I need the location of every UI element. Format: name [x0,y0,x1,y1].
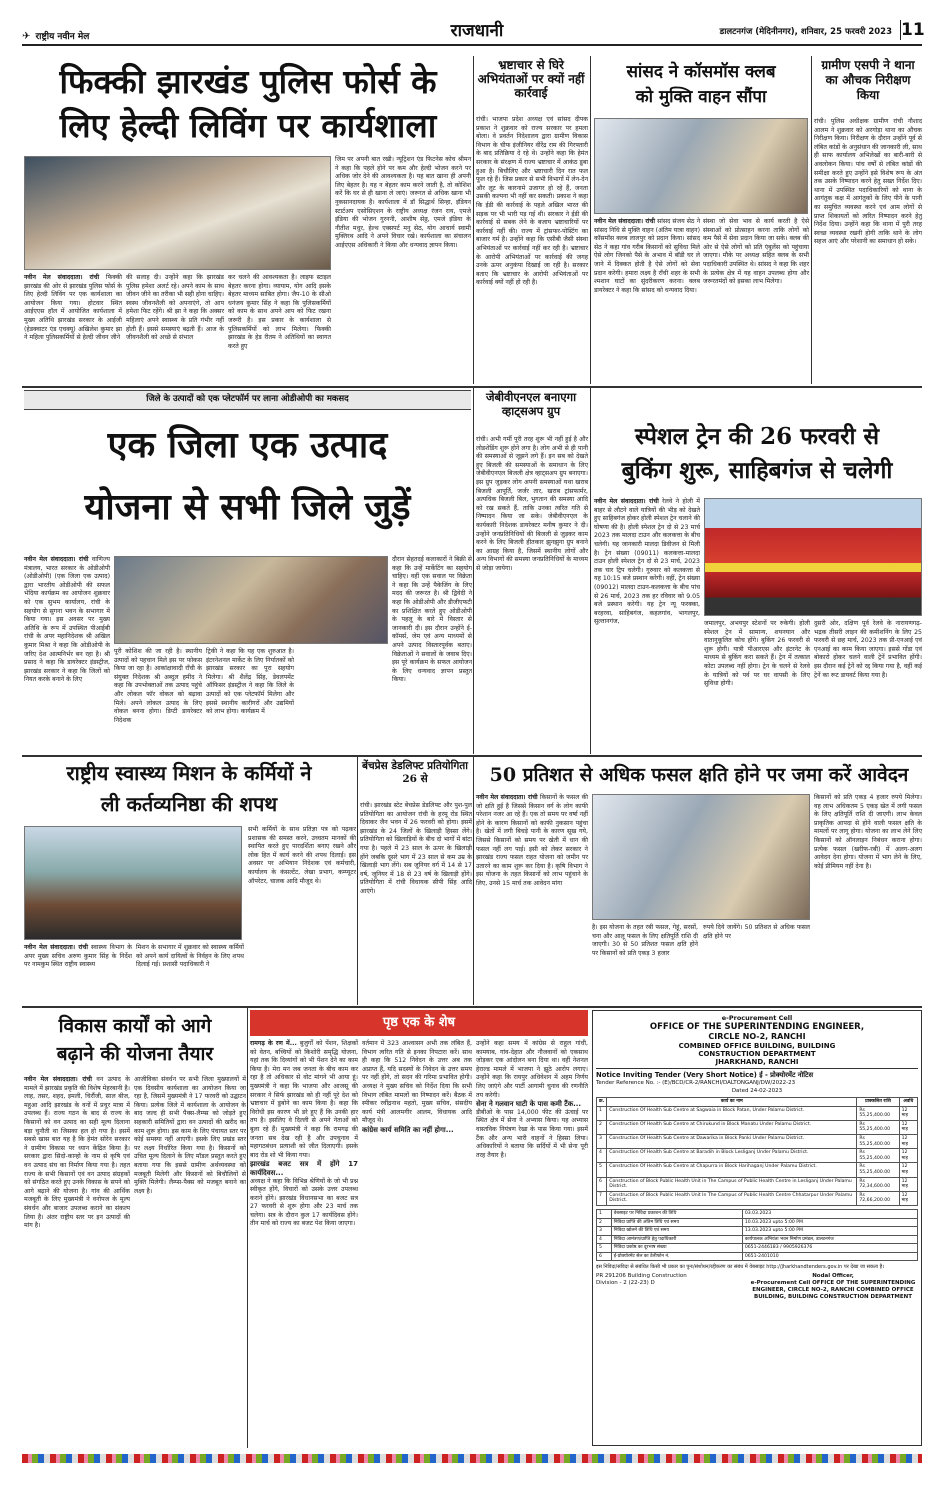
tender-date-cell: 3 [597,1227,612,1236]
page-header [22,18,925,46]
crop-body-4: किसानों को प्रति एकड़ 4 हजार रुपये मिलेगा। वह लाभ अधिकतम 5 एकड़ खेत में लगी फसल के लिए क्षतिपूर्ति राशि दी जाएगी। लाभ केवल प्राकृतिक आपदा से होने वाली फसल क्षति के मामलों पर लागू होगा। योजना का लाभ लेने लिए किसानों को ऑनलाइन निबंधन कराना होगा। प्रत्येक फसल (खरीफ-रबी) में अलग-अलग आवेदन देना होगा। योजना में भाग लेने के लिए, कोई प्रीमियम नहीं देना है। [814,794,922,870]
tender-cell: 2 [597,1120,607,1134]
tender-date-cell: 5 [597,1244,612,1253]
tender-cell: 3 [597,1134,607,1148]
nhm-body-1: स्वास्थ्य विभाग के अपर मुख्य सचिव अरुण कुमार सिंह के निर्देश पर नामकुम स्थित राष्ट्रीय स्वास्थ्य [24,944,133,969]
ficci-workshop-photo [24,156,331,270]
ficci-dateline: नवीन मेल संवाददाता। रांची [24,274,100,281]
shesh-col-2 [362,1040,472,1446]
tender-works-table [596,1097,918,1206]
tender-cell: Rs 55,25,400.00 [857,1134,899,1148]
odop-headline-line-2: योजना से सभी जिले जुड़ें [84,486,411,528]
sp-headline: ग्रामीण एसपी ने थाना का औचक निरीक्षण किया [821,58,915,102]
tender-column-header: प्राक्कलित राशि [857,1098,899,1107]
tender-cell: Rs 72,34,600.00 [857,1177,899,1191]
tender-notice [592,1010,922,1446]
tender-date-row [597,1209,918,1218]
shesh-banner-text: पृष्ठ एक के शेष [382,1015,456,1030]
train-photo [704,498,922,616]
nhm-col-1 [24,944,132,1004]
nhm-headline-line-2: ली कर्तव्यनिष्ठा की शपथ [100,792,278,816]
column-rule [247,1008,248,1448]
tender-date-cell: 1 [597,1209,612,1218]
odop-dateline: नवीन मेल संवाददाता। रांची [24,556,89,563]
ficci-body-4-text: जिम पर अपनी बात रखी। न्यूट्रिशन एंड फिटनेस कोच श्रीमन ने कहा कि पहले होने पर कम और हेल्दी भोजन करने पर अधिक जोर देने की आवश्यकता है। यह बात खाना ही अपनी लिए बेहतर है। यह न बेहतर काम करने जाती है, तो कोशिश करें कि घर से ही खाना ले जाएं। जरूरत से अधिक खाना भी नुकसानदायक है। कार्यशाला में डॉ सिद्धार्थ सिन्हा, इंडियन स्टार्टअप एसोसिएशन के राष्ट्रीय अध्यक्ष रंजन राय, एमजे इंडिया की भोजन गुरननी, आशीष सेठ्ठ, एमजे इंडिया के नीतीश मधुर, हेल्थ एक्सपर्ट मनु सेठ, योग आचार्य स्वामी मुक्तिरथ आदि ने अपने विचार रखे। कार्यशाला का संचालन आईएएस अधिकारी ने किया और धन्यवाद ज्ञापन किया। [335,156,471,249]
tender-date-row [597,1227,918,1236]
odop-event-photo [114,556,388,644]
nhm-headline-line-1: राष्ट्रीय स्वास्थ्य मिशन के कर्मियों ने [66,761,312,785]
tender-cell: 12 माह [899,1106,917,1120]
tender-ref: Tender Reference No. :- (E)/BCD/CR-2/RANCHI/DALTONGANJ/DW/2022-23 [596,1080,796,1086]
tender-cell: e-Procurement Cell [721,1014,793,1022]
tender-row [597,1191,918,1205]
deadlift-body: रांची। झारखंड स्टेट बेंचप्रेस डेडलिफ्ट और पुश-पुल प्रतियोगिता का आयोजन रांची के हरमू रोड स्थित दिवाकर जैन भवन में 26 फरवरी को होगा। इसमें झारखंड के 24 जिलों के खिलाड़ी हिस्सा लेंगे। प्रतियोगिता को खिलाड़ियों के बीच दो भागों में बांटा गया है। पहले में 23 साल के ऊपर के खिलाड़ी होंगे जबकि दूसरे भाग में 23 साल से कम उम्र के खिलाड़ी भाग लेंगे। सब जूनियर वर्ग में 14 से 17 वर्ष, जूनियर में 18 से 23 वर्ष के खिलाड़ी होंगे। प्रतियोगिता में रांची विधायक सीपी सिंह आदि आएंगे। [360,802,473,895]
section-rule [22,755,922,757]
crop-col-4 [814,794,922,1004]
nhm-dateline: नवीन मेल संवाददाता। रांची [24,944,88,951]
bhrashtachar-body: रांची। भाजपा प्रदेश अध्यक्ष एवं सांसद दीपक प्रकाश ने शुक्रवार को राज्य सरकार पर हमला बोला। वे प्रवर्तन निदेशालय द्वारा ग्रामीण विकास विभाग के चीफ इंजीनियर वीरेंद्र राम की गिरफ्तारी के बाद प्रतिक्रिया दे रहे थे। उन्होंने कहा कि हेमंत सरकार के संरक्षण में राज्य भ्रष्टाचार में आकंठ डूबा हुआ है। बिचौलिए और भ्रष्टाचारी दिन रात फल फूल रहे हैं। जिस प्रकार से सभी विभागों में लेन-देन और लूट के कारनामे उजागर हो रहे हैं, जनता उसकी कल्पना भी नहीं कर सकती। प्रकाश ने कहा कि ईडी की कार्रवाई के पहले अखिल भारत की सड़क पर भी भारी पड़ गई थी। सरकार ने ईडी की कार्रवाई से सबक लेने के बजाय भ्रष्टाचारियों पर कार्रवाई नहीं की। राज्य में ट्रांसफर-पोस्टिंग का बाजार गर्म है। उन्होंने कहा कि एसीबी जैसी संस्था अभियंताओं पर कार्रवाई नहीं कर रही है। भ्रष्टाचार के आरोपी अभियंताओं पर कार्रवाई की जगह उनके ऊपर अनुकंपा दिखाई जा रही है। सरकार बताए कि भ्रष्टाचार के आरोपी अभियंताओं पर कार्रवाई क्यों नहीं हो रही है। [476,116,588,287]
train-body-3: दुसरी ओर, दक्षिण पूर्व रेलवे के नारायणगढ़-भद्रक तीसरी लाइन की कमीशनिंग के लिए 25 फरवरी से छह मार्च, 2023 तक प्री-एनआई एवं एनआई का काम किया जाएगा। इससे गोंडा एवं बोकारो होकर चलने वाली ट्रेनें प्रभावित होंगी। इस दौरान कई ट्रेनें को रद्द किया गया है, वहीं कई ट्रेनें का रूट डायवर्ट किया गया है। [814,620,922,679]
shesh-col2-body: वर्तमान में 323 आश्वासन अभी तक लंबित हैं, विभाग त्वरित गति से इनका निपटारा करें। साथ ही कहा कि 512 निवेदन के उत्तर अब तक अप्राप्त हैं, यदि सदस्यों के निवेदन के उत्तर समय पर नहीं होंगे, तो सदन की गरिमा प्रभावित होगी। अध्यक्ष ने मुख्य सचिव को निर्देश दिया कि सभी विभाग लंबित मामलों का निष्पादन करें। बैठक में स्पीकर रवींद्रनाथ महतो, मुख्य सचिव, संसदीय कार्य मंत्री आलमगीर आलम, विधायक आदि मौजूद थे। [362,1040,472,1125]
tender-row [597,1120,918,1134]
vikas-headline-line-1: विकास कार्यों को आगे [58,1015,212,1037]
tender-dept: CONSTRUCTION DEPARTMENT [698,1050,816,1058]
tender-date-cell: वेबसाइट पर निविदा प्रकाशन की तिथि [611,1209,742,1218]
vikas-headline-line-2: बढ़ाने की योजना तैयार [56,1043,214,1065]
tender-cell: Construction of Block Public Health Unit In The Campus of Public Health Centre Chhatarpur Under Palamu District. [607,1191,857,1205]
tender-column-header: कार्य का नाम [607,1098,857,1107]
sansad-photo [594,118,808,214]
ficci-body-1: फिक्की झारखंड की ओर से झारखंड पुलिस फोर्स के लिए हेल्दी लिविंग पर एक कार्यशाला का आयोजन किया गया। होटवार स्थित आईएएस हॉल में आयोजित कार्यशाला में मुख्य अतिथि झारखंड सरकार के आईजी (हेडक्वाटर एंड एचक्यू) अखिलेश कुमार झा ने महिला पुलिसकर्मियों से हेल्दी जीवन जीने [24,274,122,342]
shesh-col1-body-2: अध्यक्ष ने कहा कि विभिन्न श्रेणियों के जो भी प्रश्न स्वीकृत होंगे, विचारों को उसके उत्तर उपलब्ध कराने होंगे। झारखंड विधानसभा का बजट सत्र 27 फरवरी से शुरू होगा और 23 मार्च तक चलेगा। सत्र के दौरान कुल 17 कार्यदिवस होंगे। तीन मार्च को राज्य का बजट पेश किया जाएगा। [250,1177,358,1228]
section-rule [22,1006,922,1008]
odop-body-3: ट्रिकी ने कहा कि यह एक शुरुआत है। इंटरनेशनल मार्केट के लिए निर्यातकों को झारखंड सरकार का पूरा सहयोग मिलेगा। श्री शैलेंद्र सिंह, डेवलपमेंट ऑफिसर इंडस्ट्रीज ने कहा कि जिले के उत्पादों को एक प्लेटफॉर्म मिलेगा और इससे स्थानीय कारीगरों और उद्यमियों को लाभ होगा। कार्यक्रम में [206,648,294,716]
odop-body-2: पूरी कोशिश की जा रही है। स्थानीय उत्पादों को पहचान मिले इस पर फोकस किया जा रहा है। आकांक्षावादी राँची के संयुक्त निदेशक श्री अब्दुल हमीद ने कहा कि उपभोक्ताओं तक उत्पाद पहुंचे और लोकल फॉर वोकल को बढ़ावा मिले। अपने लोकल उत्पाद के लिए वोकल बनना होगा। डिप्टी डायरेक्टर निदेशक [114,648,202,724]
tender-date-cell: 4 [597,1235,612,1244]
train-dateline: नवीन मेल संवाददाता। रांची [594,498,659,505]
sansad-col-2 [703,218,809,384]
masthead: राष्ट्रीय नवीन मेल [35,32,90,42]
jbvnl-body: रांची। अभी गर्मी पूरी तरह शुरू भी नहीं हुई है और लोडशेडिंग शुरू होने लगा है। लोग अभी से ही पानी की समस्याओं से जूझने लगे हैं। इन सब को देखते हुए बिजली की समस्याओं के समाधान के लिए जेबीवीएनएल बिजली क्षेत्र व्हाट्सअप ग्रुप बनाएगा। इस ग्रुप जुड़कर लोग अपनी समस्याओं यथा खराब बिजली आपूर्ति, जर्जर तार, खराब ट्रांसफार्मर, अत्यधिक बिजली बिल, भुगतान की समस्या आदि को रख सकते हैं, ताकि उनका त्वरित गति से निष्पादन किया जा सके। जेबीवीएनएल के कार्यकारी निदेशक डायरेक्टर मनीष कुमार ने दी। उन्होंने जनप्रतिनिधियों की बिजली से जुड़कर काम करने के लिए बिजली हीतकार झुनझुना ग्रुप बनाने का आग्रह किया है, जिसमें स्थानीय लोगों और अन्य विभागों की समस्या जनप्रतिनिधियों के माध्यम से जोड़ा जायेगा। [476,436,588,572]
odop-col-1 [24,556,110,752]
tender-cell: 4 [597,1149,607,1163]
crop-body-1: किसानों के फसल की जो क्षति हुई है जिससे किसान वर्ग के लोग काफी परेशान नजर आ रहे हैं। एक तो समय पर वर्षा नहीं होने के कारण किसानों को काफी नुकसान पहुंचा है। खेतों में लगी बिचड़े पानी के कारण सूख गये, जिससे किसानों को समय पर खेती में धान की फसल नहीं लग पाई। इसी को लेकर सरकार ने झारखंड राज्य फसल राहत योजना को जमीन पर उतारने का काम शुरू कर दिया है। कृषि विभाग ने इस योजना के तहत किसानों को लाभ पहुंचाने के लिए, उनसे 15 मार्च तक आवेदन मांगा [476,794,589,887]
tender-date-cell: निविदा प्रकोष्ठ का दूरभाष संख्या [611,1244,742,1253]
train-headline-line-1: स्पेशल ट्रेन की 26 फरवरी से [634,423,880,450]
ficci-body-4 [335,156,471,383]
tender-date-cell: 0651-2446183 / 9905926376 [742,1244,917,1253]
vikas-headline [24,1012,246,1072]
shesh-col3-body-2: डीबीओ के पास 14,000 फीट की ऊंचाई पर स्थित क्षेत्र में सेना ने अभ्यास किया। यह अभ्यास वास्तविक नियंत्रण रेखा के पास किया गया। इसमें टैंक और अन्य भारी वाहनों ने हिस्सा लिया। अधिकारियों ने बताया कि सर्दियों में भी सेना पूरी तरह तैयार है। [476,1108,588,1159]
tender-cell: Construction Of Health Sub Centre at Baradih in Block Lesliganj Under Palamu District. [607,1149,857,1163]
column-rule [473,56,474,384]
tender-cell: Rs 55,25,400.00 [857,1163,899,1177]
section-rule [22,386,922,388]
column-rule [473,757,474,1005]
shesh-banner [250,1010,588,1036]
tender-date-cell: 03.03.2023 [742,1209,917,1218]
odop-col-4 [392,556,472,752]
train-headline [592,420,922,492]
ficci-headline [24,60,472,152]
tender-date-cell: निविदा आमंत्रण/प्राप्ति हेतु पदाधिकारी [611,1235,742,1244]
train-col-2 [704,620,810,752]
registration-color-bar [22,1454,922,1463]
crop-body-3: रुपये दिये जायेंगे। 50 प्रतिशत से अधिक फसल क्षति होने पर [703,924,810,940]
jbvnl-headline: जेबीवीएनएल बनाएगा व्हाट्सअप ग्रुप [485,390,577,418]
tender-cell: 5 [597,1163,607,1177]
sansad-body-1: सांसद संजय सेठ ने सांसद निधि से मुक्ति वाहन (अंतिम यात्रा वाहन) कॉसमॉस क्लब लालपुर को प्रदान किया। सांसद सेठ ने कहा गांव गरीब किसानों को सुविधा मिले ऐसे लोग जिनको पैसे के अभाव में बॉडी घर ले जाने में दिक्कत होती है ऐसे लोगों को सेवा प्रदान करेगी। हमारा लक्ष्य है राँची शहर के सभी श्मशान घाटों का सुंदरीकरण करना। क्लब डायरेक्टर ने कहा कि सांसद को धन्यवाद दिया। [594,218,700,294]
vikas-body-2: आजीविका संवर्धन पर सभी जिला मुख्यालयों में एक दिवसीय कार्यशाला का आयोजन किया जा रहा है, जिसमें मुख्यमंत्री ने 17 फरवरी को उद्घाटन किया। प्रत्येक जिले में कार्यशाला के आयोजन के बाद जल्द ही सभी पैक्स-लैम्प्स को जोड़ते हुए सहकारी समितियों द्वारा वन उत्पादों की खरीद का काम शुरू होगा। इस काम के लिए पंचायत स्तर पर कोई समस्या नहीं आएगी। इसके लिए प्रखंड स्तर पर लक्ष्य निर्धारित किया गया है। किसानों को उचित मूल्य दिलाने के लिए मॉडल प्रस्तुत करते हुए बताया गया कि इससे ग्रामीण अर्थव्यवस्था को मजबूती मिलेगी और किसानों को बिचौलियों से मुक्ति मिलेगी। लैम्प्स-पैक्स को मजबूत बनाने का लक्ष्य है। [134,1076,246,1195]
tender-nodal: Nodal Officer, [812,1272,854,1279]
train-headline-line-2: बुकिंग शुरू, साहिबगंज से चलेगी [621,457,893,484]
sansad-headline-line-2: को मुक्ति वाहन सौंपा [635,87,767,107]
tender-row [597,1163,918,1177]
tender-cell: 12 माह [899,1163,917,1177]
train-body-1: रेलवे ने होली में बाहर से लौटने वाले यात्रियों की भीड़ को देखते हुए साहिबगंज होकर होली स्पेशल ट्रेन चलाने की घोषणा की है। होली स्पेशल ट्रेन दो से 23 मार्च 2023 तक मालदा टाउन और कलकत्ता के बीच चलेगी। यह जानकारी मालदा डिवीजन से मिली है। ट्रेन संख्या (09011) कलकत्ता-मालदा टाउन होली स्पेशल ट्रेन दो से 23 मार्च, 2023 तक चार ट्रिप चलेगी। गुरुवार को कलकत्ता से यह 10:15 बजे प्रस्थान करेगी। वहीं, ट्रेन संख्या (09012) मालदा टाउन-कलकत्ता के बीच पांच से 26 मार्च, 2023 तक हर रविवार को 9.05 बजे प्रस्थान करेगी। यह ट्रेन न्यू फरक्का, बरहरवा, साहिबगंज, कहलगांव, भागलपुर, सुल्तानगंज, [594,498,701,626]
nhm-body-2: मिशन के सभागार में शुक्रवार को स्वास्थ्य कर्मियों को अपने कार्य दायित्वों के निर्वहन के लिए शपथ दिलाई गई। प्रशासी पदाधिकारी ने [136,944,244,969]
bhrashtachar-headline: भ्रष्टाचार से घिरे अभियंताओं पर क्यों नहीं कार्रवाई [477,58,585,100]
tender-date-cell: 0651-2401010 [742,1252,917,1261]
tender-date-row [597,1244,918,1253]
shesh-col1-body: बुजुर्गों को पेंशन, शिक्षकों को वेतन, बच्चियों को किशोरी समृद्धि योजना, यहां तक कि दिव्यांगों को भी पेंशन देने का काम किया है। मेरा मन जब जनता के बीच काम कर रहा है तो अधिकार से वोट मांगने भी आया हूं। मुख्यमंत्री ने कहा कि भाजपा और आजसू की सरकार ने सिर्फ झारखंड को ही नहीं पूरे देश को भ्रष्टाचार में डुबोने का काम किया है। कहा कि विरोधी इस कारण भी डरे हुए हैं कि उनकी हार तय है। इसलिए वे दिल्ली से अपने नेताओं को बुला रहे हैं। मुख्यमंत्री ने कहा कि रामगढ़ की जनता सब देख रही है और उपचुनाव में महागठबंधन प्रत्याशी को जीत दिलाएगी। इसके बाद रोड शो भी किया गया। [250,1040,358,1159]
shesh-col1-title: रामगढ़ के रण में... [250,1040,297,1047]
tender-date-cell: 10.03.2023 upto 5:00 PM [742,1218,917,1227]
column-rule [590,388,591,754]
shesh-col1-subhead: झारखंड बजट सत्र में होंगे 17 कार्यदिवस... [250,1160,358,1177]
tender-row [597,1106,918,1120]
vikas-body-1: वन उत्पाद के मामले में झारखंड प्रकृति की विशेष मेहरबानी है। लाह, तसर, शहद, इमली, चिरौंजी, साल बीज, महुआ आदि झारखंड के वनों में प्रचुर मात्रा में उपलब्ध हैं। राज्य गठन के बाद से राज्य के किसानों को वन उत्पाद का सही मूल्य दिलाना बड़ा चुनौती था जिसका हल हो गया है। इसमें सबसे खास बात यह है कि हेमंत सोरेन सरकार ने ग्रामीण विकास पर ध्यान केंद्रित किया है। सरकार द्वारा सिदो-कान्हो के नाम से कृषि एवं वन उत्पाद संघ का निर्माण किया गया है। तहत राज्य के सभी किसानों एवं वन उत्पाद संग्रहकों को संगठित करते हुए उनके विकास के सपने को आगे बढ़ाने की योजना है। गांव की आर्थिक मजबूती के लिए मुख्यमंत्री ने वनोपज के मूल्य संवर्धन और बाजार उपलब्ध कराने का संकल्प लिया है। अंतर राष्ट्रीय स्तर पर इन उत्पादों की मांग है। [24,1076,131,1230]
tender-cell: 6 [597,1177,607,1191]
sansad-headline-line-1: सांसद ने कॉसमॉस क्लब [626,62,776,82]
tender-dates-table [596,1209,918,1262]
tender-cell: Construction Of Health Sub Centre at Chirukund in Block Manatu Under Palamu District. [607,1120,857,1134]
odop-body-1: वाणिज्य मंत्रालय, भारत सरकार के ओडीओपी (ओडीओपी) (एक जिला एक उत्पाद) द्वारा भारतीय ओडीओपी की सफल भेदिया कार्यक्रम का आयोजन शुक्रवार को एक सुभम कार्यालय, रांची के सहयोग से सुगना भवन के सभागार में किया गया। इस अवसर पर मुख्य अतिथि के रूप में उपस्थित पीआईबी रांची के अपर महानिदेशक श्री अखिल कुमार मिश्रा ने कहा कि ओडीओपी के जरिए देश आत्मनिर्भर बन रहा है। श्री प्रसाद ने कहा कि डायरेक्टर इंडस्ट्रीज, झारखंड सरकार ने कहा कि जिलों को नियत करके बनाने के लिए [24,556,111,684]
odop-headline [24,414,471,548]
tender-cell: Construction Of Health Sub Centre at Dawarika in Block Panki Under Palamu District. [607,1134,857,1148]
tender-row [597,1134,918,1148]
ficci-body-2: की सलाह दी। उन्होंने कहा कि झारखंड पुलिस हमेशा अलर्ट रहे। अपने काम के साथ जीवन जीने का तरीका भी सही होना चाहिए। स्वस्थ जीवनशैली को अपनाएंगे, तो आप हमेशा फिट रहेंगे। श्री झा ने कहा कि अक्सर महिलाएं अपने स्वास्थ्य के प्रति गंभीर नहीं होती हैं। इससे समस्याएं बढ़ती हैं। आज के जीवनशैली को अच्छे से संभाल [126,274,224,342]
tender-date-row [597,1252,918,1261]
sansad-dateline: नवीन मेल संवाददाता। रांची [594,218,656,225]
tender-cell: Construction Of Health Sub Centre at Chapurra in Block Harihaganj Under Palamu District. [607,1163,857,1177]
train-body-2: जमालपुर, अभयपुर स्टेशनों पर रुकेगी। होली स्पेशल ट्रेन में सामान्य, शयनयान और वातानुकूलित कोच होंगे। बुकिंग 26 फरवरी से शुरू होगी। यात्री पीआरएस और इंटरनेट के माध्यम से बुकिंग करा सकते हैं। ट्रेन में तत्काल कोटा उपलब्ध नहीं होगा। ट्रेन के चलने से रेलवे के यात्रियों को पर्व पर घर वापसी के लिए सुविधा होगी। [704,620,810,688]
shesh-col3-subhead: सेना ने गलवान घाटी के पास कमी टैंक... [476,1100,582,1109]
ficci-headline-line-1: फिक्की झारखंड पुलिस फोर्स के [59,62,437,101]
ficci-body-3: कर चलने की आवश्यकता है। लाइफ स्टाइल बेहतर करना होगा। व्यायाम, योग आदि इसके बेहतर माध्यम साबित होगा। जैप-10 के सीओ धनंजय कुमार सिंह ने कहा कि पुलिसकर्मियों को काम के साथ अपने आप को फिट रखना जरूरी है। इस प्रकार के कार्यशाला से पुलिसकर्मियों को लाभ मिलेगा। फिक्की झारखंड के हेड रीतम ने अतिथियों का स्वागत करते हुए [228,274,331,350]
crop-col-2 [592,924,698,1004]
tender-cell: Construction Of Health Sub Centre at Sagwaia in Block Patan, Under Palamu District. [607,1106,857,1120]
tender-column-header: क्र. [597,1098,607,1107]
tender-circle: CIRCLE NO-2, RANCHI [708,1032,806,1041]
tender-date-row [597,1235,918,1244]
ficci-col-2 [126,274,224,384]
tender-date-cell: ई-प्रोक्योरमेंट सेल का टेलीफोन नं. [611,1252,742,1261]
tender-date-cell: 2 [597,1218,612,1227]
vikas-dateline: नवीन मेल संवाददाता। रांची [24,1076,92,1083]
nhm-col-3 [248,826,356,1004]
deadlift-headline: बेंचप्रेस डेडलिफ्ट प्रतियोगिता 26 से [362,760,468,785]
shesh-col-1 [250,1040,358,1446]
tender-notice-line: Notice Inviting Tender (Very Short Notice) ई - प्रोक्योरमेंट नोटिस [596,1071,814,1079]
sp-body: रांची। पुलिस अधीक्षक ग्रामीण रांची नौशाद आलम ने शुक्रवार को अरगोड़ा थाना का औचक निरीक्षण किया। निरीक्षण के दौरान उन्होंने पूर्व से लंबित कांडों के अनुसंधान की जानकारी ली, साथ ही साफ कार्यालय अभिलेखों का बारी-बारी से अवलोकन किया। पांच वर्षों से लंबित कांडों की समीक्षा करते हुए उन्होंने इसे विशेष रूप के अंत तक उसके निष्पादन करने हेतु सख्त निर्देश दिए। थाना में उपस्थित पदाधिकारियों को थाना के आगंतुक कक्ष में आगंतुकों के लिए पीने के पानी का समुचित व्यवस्था करने एवं आम लोगों से प्राप्त शिकायतों को त्वरित निष्पादन करने हेतु निर्देश दिया। उन्होंने कहा कि थाना में पुरी तरह स्वच्छ व्यवस्था रखनी होगी ताकि थाने के लोग सहज आएं और परेशानी का समाधान हो सके। [814,118,922,246]
tender-building: COMBINED OFFICE BUILDING, BUILDING [678,1042,836,1050]
column-rule [357,757,358,1005]
crop-headline: 50 प्रतिशत से अधिक फसल क्षति होने पर जमा करें आवेदन [489,764,909,786]
section-name: राजधानी [450,21,504,41]
odop-col-3 [206,648,294,752]
tender-signature-block: e-Procurement Cell OFFICE OF THE SUPERINTENDING ENGINEER, CIRCLE NO-2, RANCHI COMBINED OFFICE BUILDING, BUILDING CONSTRUCTION DEPARTMENT [750,1279,916,1300]
sansad-body-2: संस्था जो सेवा भाव से कार्य करती है ऐसे संस्थाओं को प्रोत्साहन करना ताकि लोगों को कम पैसे में सेवा प्रदान किया जा सके। क्लब की ओर से ऐसे लोगों को प्रति एंबुलेंस को पहुंचाया जाएगा। मौके पर अध्यक्ष सहित क्लब के सभी पदाधिकारी उपस्थित थे। सांसद ने कहा कि शहर के प्रत्येक क्षेत्र में यह वाहन उपलब्ध होगा और जरूरतमंदों को इसका लाभ मिलेगा। [703,218,809,286]
ficci-col-1 [24,274,122,384]
tender-row [597,1149,918,1163]
tender-cell: Construction of Block Public Health Unit in The Campus of Public Health Centre in Lesliganj Under Palamu District. [607,1177,857,1191]
sansad-col-1 [594,218,700,384]
tender-office: OFFICE OF THE SUPERINTENDING ENGINEER, [649,1022,865,1032]
tender-location: JHARKHAND, RANCHI [596,1058,918,1069]
tender-date-cell: कार्यपालक अभियंता भवन निर्माण प्रमंडल, डालटनगंज [742,1235,917,1244]
sansad-headline [592,60,810,114]
crop-meeting-photo [592,794,810,920]
nhm-body-3: सभी कर्मियों के साथ प्रतिज्ञा पत्र को पढ़कर प्रशासक की समस्त करने, उच्चतम मानकों की स्थापित करते हुए पारदर्शिता बनाए रखने और लोक हित में कार्य करने की शपथ दिलाई। इस अवसर पर अभियान निदेशक एवं कर्मचारी, कार्यालय के कंसल्टेंट, लेखा प्रभाग, कम्प्यूटर ऑपरेटर, चालक आदि मौजूद थे। [248,826,356,885]
tender-cell: 12 माह [899,1177,917,1191]
bird-icon: ✈ [22,31,31,42]
odop-col-2 [114,648,202,752]
tender-date-cell: 6 [597,1252,612,1261]
ficci-col-3 [228,274,331,384]
tender-cell: 1 [597,1106,607,1120]
tender-date-cell: निविदा प्राप्ति की अंतिम तिथि एवं समय [611,1218,742,1227]
odop-col-3b [298,648,388,752]
column-rule [811,56,812,384]
vikas-col-2 [134,1076,246,1446]
masthead-logo [22,24,132,40]
crop-col-3 [703,924,810,1004]
tender-cell: Rs 55,25,400.00 [857,1106,899,1120]
tender-row [597,1177,918,1191]
tender-date: Dated 24-02-2023 [731,1088,783,1094]
train-col-3 [814,620,922,752]
crop-col-1 [476,794,588,1004]
tender-cell: Rs 72,66,200.00 [857,1191,899,1205]
tender-cell: Rs 55,25,400.00 [857,1120,899,1134]
tender-cell: 12 माह [899,1149,917,1163]
train-col-1 [594,498,700,752]
odop-kicker: जिले के उत्पादों को एक प्लेटफॉर्म पर लाना ओडीओपी का मकसद [146,394,349,404]
tender-footer-note: इस निविदा/संविदा से संबंधित किसी भी प्रकार का पुनः/संशोधन/रद्दीकरण का संबंध में वेबसाइट http://jharkhandtenders.gov.in पर देखा जा सकता है। [596,1264,885,1271]
tender-date-cell: 13.03.2023 upto 5:00 PM [742,1227,917,1236]
tender-column-header: अवधि [899,1098,917,1107]
shesh-col2-subhead: कांग्रेस कार्य समिति का नहीं होगा... [362,1125,454,1134]
shesh-col3-body: उन्होंने कहा समय में कांग्रेस से राहुल गांधी, कामयाब, गांव-देहात और नौजवानों को एकसाथ जोड़कर एक आंदोलन बना दिया था। वहीं नेशनल हेराल्ड मामले में भाजपा ने झूठे आरोप लगाए। उन्होंने कहा कि रायपुर अधिवेशन में अहम निर्णय लिए जाएंगे और पार्टी आगामी चुनाव की रणनीति तय करेगी। [476,1040,588,1099]
crop-body-2: है। इस योजना के तहत रबी फसल, गेहूं, सरसों, चना और आलू फसल के लिए क्षतिपूर्ति राशि दी जाएगी। 30 से 50 प्रतिशत फसल क्षति होने पर किसानों को प्रति एकड़ 3 हजार [592,924,698,957]
tender-cell: 12 माह [899,1191,917,1205]
tender-cell: Rs 55,25,400.00 [857,1149,899,1163]
nhm-photo [24,826,242,940]
tender-cell: 12 माह [899,1134,917,1148]
crop-dateline: नवीन मेल संवाददाता। रांची [476,794,538,801]
column-rule [473,388,474,754]
odop-body-4: दौरान सेहतदई कलाकारों ने बिक्री से कहा कि उन्हें मार्केटिंग का सहयोग चाहिए। वहीं एक सवाल पर विक्रेता ने कहा कि उन्हें पैकेजिंग के लिए मदद की जरूरत है। श्री द्विवेदी ने कहा कि ओडीओपी और डीजीएफटी का प्रशिक्षित करते हुए ओडीओपी के पहलू के बारे में विस्तार से जानकारी दी। इस दौरान उन्होंने ई-कॉमर्स, जेम एवं अन्य माध्यमों से अपने उत्पाद विस्तारपूर्वक बताए। विक्रेताओं ने सवालों के जवाब दिए। इस पूरे कार्यक्रम के सफल आयोजन के लिए धन्यवाद ज्ञापन प्रस्तुत किया। [392,556,472,684]
vikas-col-1 [24,1076,130,1446]
page-number: 11 [901,20,925,40]
nhm-col-2 [136,944,244,1004]
tender-cell: 12 माह [899,1120,917,1134]
odop-kicker-band [24,390,471,410]
nhm-headline [24,758,354,822]
tender-date-row [597,1218,918,1227]
odop-headline-line-1: एक जिला एक उत्पाद [107,424,388,466]
tender-date-cell: निविदा खोलने की तिथि एवं समय [611,1227,742,1236]
ficci-headline-line-2: लिए हेल्दी लिविंग पर कार्यशाला [59,106,437,145]
tender-cell: 7 [597,1191,607,1205]
shesh-col-3 [476,1040,588,1446]
tender-pr: PR 291206 Building Construction Division - 2 (22-23) D [596,1272,687,1286]
column-rule [590,56,591,384]
dateline: डालटनगंज (मेदिनीनगर), शनिवार, 25 फरवरी 2023 [719,27,892,37]
